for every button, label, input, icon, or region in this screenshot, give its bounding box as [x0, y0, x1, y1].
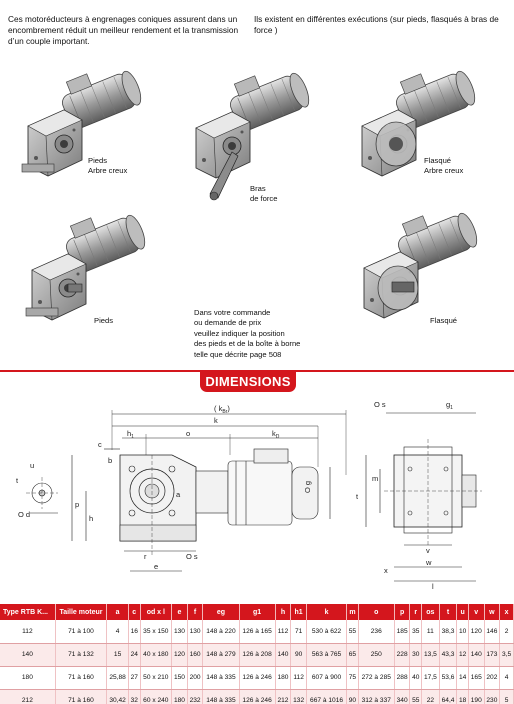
table-cell: 190 [468, 689, 484, 704]
table-cell: 14 [457, 666, 469, 689]
dimensions-table [0, 604, 514, 704]
table-cell: 288 [394, 666, 410, 689]
table-cell: 126 à 246 [239, 689, 275, 704]
dim-label-os-right: O s [374, 400, 386, 409]
dim-label-t-right: t [356, 492, 359, 501]
dim-label-m: m [372, 474, 379, 483]
table-cell: 130 [172, 620, 188, 643]
table-cell: 50 x 210 [140, 666, 172, 689]
table-cell: 10 [457, 620, 469, 643]
col-header: g1 [239, 604, 275, 620]
col-header: t [439, 604, 457, 620]
col-header: u [457, 604, 469, 620]
table-cell: 228 [394, 643, 410, 666]
table-cell: 71 [291, 620, 307, 643]
dim-label-kbr: ( $k_{Br}$) [214, 404, 230, 415]
col-header: p [394, 604, 410, 620]
table-cell: 55 [347, 620, 359, 643]
col-header: od x l [140, 604, 172, 620]
col-header: v [468, 604, 484, 620]
table-cell: 607 à 900 [306, 666, 346, 689]
table-cell: 140 [468, 643, 484, 666]
col-header: e [172, 604, 188, 620]
gearmotor-flange-hollow-shaft-figure [352, 68, 492, 180]
table-cell: 150 [172, 666, 188, 689]
dim-label-h: h [89, 514, 94, 523]
figure-3-caption-line-2: Arbre creux [424, 166, 464, 175]
col-header: a [107, 604, 129, 620]
table-cell: 30,42 [107, 689, 129, 704]
figure-2-caption-line-2: de force [250, 194, 278, 203]
table-cell: 60 x 240 [140, 689, 172, 704]
table-row [0, 620, 514, 643]
table-cell: 4 [500, 666, 514, 689]
dim-label-a: a [176, 490, 181, 499]
figure-3-caption-line-1: Flasqué [424, 156, 452, 165]
table-cell: 11 [422, 620, 440, 643]
table-cell: 75 [347, 666, 359, 689]
table-cell: 232 [187, 689, 203, 704]
table-cell: 35 [410, 620, 422, 643]
table-cell: 250 [358, 643, 394, 666]
table-cell: 13,5 [422, 643, 440, 666]
table-cell: 65 [347, 643, 359, 666]
table-cell: 212 [0, 689, 55, 704]
dim-label-kd: $k_D$ [272, 429, 280, 440]
figure-2-caption-line-1: Bras [250, 184, 266, 193]
table-row [0, 666, 514, 689]
dim-label-b: b [108, 456, 113, 465]
col-header: r [410, 604, 422, 620]
dim-label-p: p [75, 500, 80, 509]
table-cell: 148 à 335 [203, 689, 239, 704]
table-cell: 35 x 150 [140, 620, 172, 643]
dim-label-r: r [144, 552, 147, 561]
table-cell: 148 à 335 [203, 666, 239, 689]
table-cell: 180 [275, 666, 291, 689]
col-header: x [500, 604, 514, 620]
col-header: eg [203, 604, 239, 620]
table-cell: 173 [484, 643, 500, 666]
table-cell: 38,3 [439, 620, 457, 643]
table-cell: 71 à 160 [55, 689, 106, 704]
table-cell: 24 [128, 643, 140, 666]
order-note-line: ou demande de prix [194, 318, 262, 328]
table-cell: 236 [358, 620, 394, 643]
table-cell: 90 [347, 689, 359, 704]
table-cell: 30 [410, 643, 422, 666]
col-header: c [128, 604, 140, 620]
order-note-line: veuillez indiquer la position [194, 328, 285, 338]
table-cell: 312 à 337 [358, 689, 394, 704]
table-cell: 4 [107, 620, 129, 643]
order-note-line: telle que décrite page 508 [194, 349, 282, 359]
table-cell: 132 [291, 689, 307, 704]
dim-label-og: O g [303, 480, 312, 493]
table-cell: 126 à 165 [239, 620, 275, 643]
table-cell: 563 à 765 [306, 643, 346, 666]
table-cell: 126 à 246 [239, 666, 275, 689]
table-cell: 64,4 [439, 689, 457, 704]
order-note-line: des pieds et de la boîte à borne [194, 339, 301, 349]
dim-label-od: O d [18, 510, 31, 519]
table-cell: 17,5 [422, 666, 440, 689]
table-cell: 148 à 279 [203, 643, 239, 666]
table-row [0, 643, 514, 666]
figure-5-caption: Flasqué [430, 316, 458, 325]
table-cell: 25,88 [107, 666, 129, 689]
table-cell: 53,6 [439, 666, 457, 689]
table-cell: 148 à 220 [203, 620, 239, 643]
table-cell: 40 [410, 666, 422, 689]
dim-label-k: k [214, 416, 218, 425]
table-cell: 180 [172, 689, 188, 704]
figure-1-caption-line-2: Arbre creux [88, 166, 128, 175]
table-cell: 202 [484, 666, 500, 689]
table-cell: 340 [394, 689, 410, 704]
table-cell: 120 [172, 643, 188, 666]
table-cell: 71 à 132 [55, 643, 106, 666]
dim-label-g1: $g_1$ [446, 400, 453, 411]
table-cell: 71 à 100 [55, 620, 106, 643]
dim-label-t: t [16, 476, 19, 485]
table-cell: 40 x 180 [140, 643, 172, 666]
col-header: k [306, 604, 346, 620]
order-note-line: Dans votre commande [194, 308, 271, 317]
table-cell: 71 à 160 [55, 666, 106, 689]
table-cell: 43,3 [439, 643, 457, 666]
table-cell: 530 à 622 [306, 620, 346, 643]
table-cell: 18 [457, 689, 469, 704]
dimension-drawing [0, 395, 514, 601]
table-cell: 165 [468, 666, 484, 689]
dim-label-os-bottom: O s [186, 552, 198, 561]
dim-label-u: u [30, 461, 35, 470]
dim-label-l: l [432, 582, 434, 591]
table-cell: 5 [500, 689, 514, 704]
intro-left-text: Ces motoréducteurs à engrenages coniques assurent dans un encombrement réduit un meilleur rendement et la transmission d’un couple important. [8, 14, 239, 46]
table-cell: 272 à 285 [358, 666, 394, 689]
gearmotor-feet-figure [22, 212, 162, 324]
table-cell: 90 [291, 643, 307, 666]
col-header: os [422, 604, 440, 620]
table-cell: 140 [275, 643, 291, 666]
col-header: w [484, 604, 500, 620]
table-cell: 212 [275, 689, 291, 704]
table-cell: 140 [0, 643, 55, 666]
col-header: h [275, 604, 291, 620]
table-cell: 55 [410, 689, 422, 704]
table-cell: 112 [0, 620, 55, 643]
table-cell: 200 [187, 666, 203, 689]
table-cell: 3,5 [500, 643, 514, 666]
table-cell: 667 à 1016 [306, 689, 346, 704]
table-cell: 22 [422, 689, 440, 704]
table-cell: 230 [484, 689, 500, 704]
dim-label-v: v [426, 546, 430, 555]
table-cell: 146 [484, 620, 500, 643]
col-header: f [187, 604, 203, 620]
table-cell: 32 [128, 689, 140, 704]
dim-label-c: c [98, 440, 102, 449]
figure-1-caption-line-1: Pieds [88, 156, 107, 165]
col-header: o [358, 604, 394, 620]
table-cell: 15 [107, 643, 129, 666]
order-note [194, 308, 300, 360]
table-cell: 2 [500, 620, 514, 643]
table-cell: 12 [457, 643, 469, 666]
dim-label-h1: $h_1$ [127, 429, 134, 440]
table-header-row [0, 604, 514, 620]
table-cell: 112 [275, 620, 291, 643]
col-header: Taille moteur [55, 604, 106, 620]
dim-label-w: w [426, 558, 432, 567]
table-cell: 16 [128, 620, 140, 643]
col-header: Type RTB K... [0, 604, 55, 620]
dim-label-x: x [384, 566, 388, 575]
table-cell: 160 [187, 643, 203, 666]
table-cell: 185 [394, 620, 410, 643]
dim-label-e: e [154, 562, 159, 571]
table-cell: 112 [291, 666, 307, 689]
col-header: h1 [291, 604, 307, 620]
dim-label-o: o [186, 429, 191, 438]
table-cell: 130 [187, 620, 203, 643]
intro-right-text: Ils existent en différentes exécutions (sur pieds, flasqués à bras de force ) [254, 14, 499, 35]
table-cell: 120 [468, 620, 484, 643]
table-cell: 180 [0, 666, 55, 689]
table-cell: 27 [128, 666, 140, 689]
table-cell: 126 à 208 [239, 643, 275, 666]
dimensions-banner: DIMENSIONS [200, 372, 296, 392]
col-header: m [347, 604, 359, 620]
table-row [0, 689, 514, 704]
figure-4-caption: Pieds [94, 316, 113, 325]
gearmotor-flange-figure [354, 210, 494, 322]
